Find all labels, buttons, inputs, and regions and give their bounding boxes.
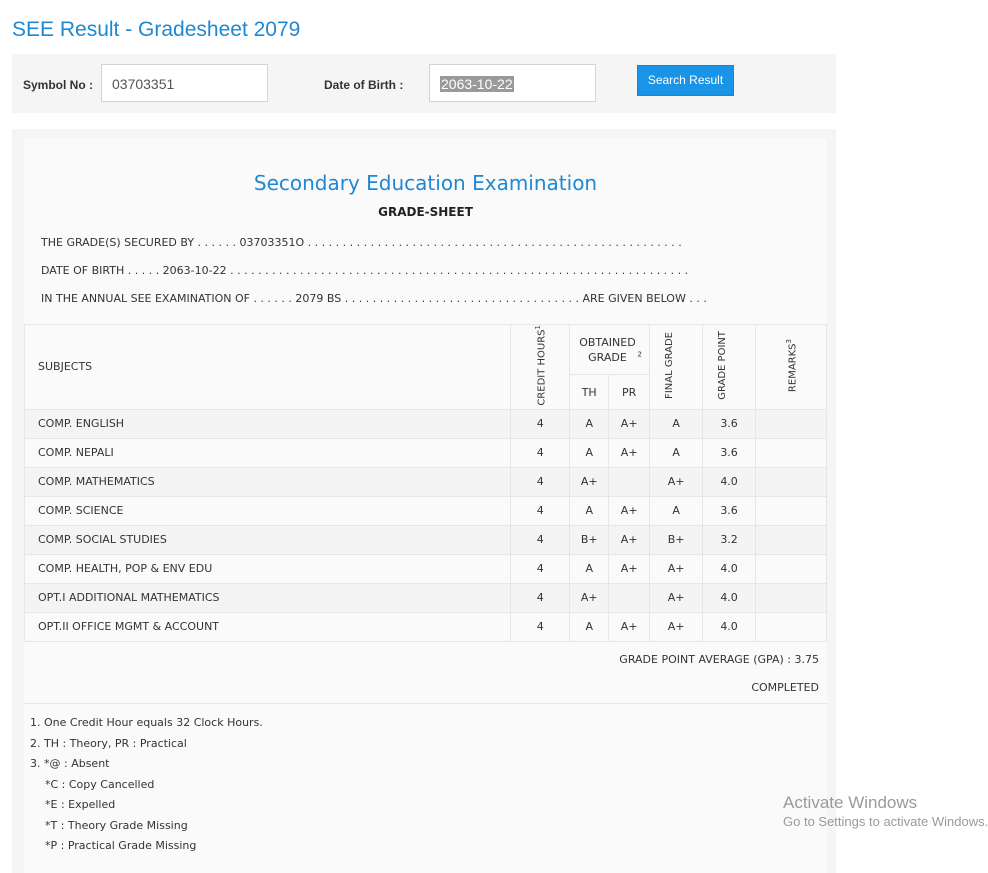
- credit-cell: 4: [511, 467, 570, 496]
- remarks-cell: [756, 554, 827, 583]
- divider: [24, 703, 827, 704]
- th-grade-cell: A+: [570, 583, 609, 612]
- pr-grade-cell: A+: [609, 496, 650, 525]
- date-of-birth-line: DATE OF BIRTH . . . . . 2063-10-22 . . . . . . . . . . . . . . . . . . . . . . . . . . . . . . . . . . . . . . . . . . . . . . . . . . . . . . . . . . . . . . . . . .: [41, 264, 689, 277]
- remarks-cell: [756, 496, 827, 525]
- footnote: *T : Theory Grade Missing: [45, 818, 188, 832]
- remarks-cell: [756, 467, 827, 496]
- subject-cell: COMP. ENGLISH: [25, 409, 511, 438]
- pr-grade-cell: A+: [609, 554, 650, 583]
- gradesheet: [24, 138, 827, 873]
- pr-grade-cell: [609, 467, 650, 496]
- footnote: *C : Copy Cancelled: [45, 777, 155, 791]
- activate-windows-watermark: [783, 793, 988, 831]
- table-row: [25, 525, 827, 554]
- final-grade-cell: B+: [650, 525, 703, 554]
- th-header: TH: [570, 375, 609, 409]
- pr-grade-cell: A+: [609, 525, 650, 554]
- table-row: [25, 583, 827, 612]
- grade-point-cell: 3.2: [703, 525, 756, 554]
- symbol-no-label: Symbol No :: [23, 78, 94, 92]
- subject-cell: COMP. SCIENCE: [25, 496, 511, 525]
- footnote: 3. *@ : Absent: [30, 757, 110, 770]
- grade-point-cell: 3.6: [703, 409, 756, 438]
- final-grade-cell: A: [650, 438, 703, 467]
- page-title: SEE Result - Gradesheet 2079: [12, 18, 301, 41]
- date-of-birth-label: Date of Birth :: [324, 78, 404, 92]
- symbol-no-input[interactable]: 03703351: [101, 64, 268, 102]
- result-status: COMPLETED: [751, 681, 819, 694]
- remarks-cell: [756, 438, 827, 467]
- gpa-summary: GRADE POINT AVERAGE (GPA) : 3.75: [619, 653, 819, 666]
- exam-line: IN THE ANNUAL SEE EXAMINATION OF . . . . . . 2079 BS . . . . . . . . . . . . . . . . . . . . . . . . . . . . . . . . . . ARE GIVEN BELOW . . .: [41, 292, 707, 305]
- table-row: [25, 467, 827, 496]
- grade-point-cell: 4.0: [703, 612, 756, 641]
- final-grade-cell: A: [650, 409, 703, 438]
- table-row: [25, 496, 827, 525]
- credit-cell: 4: [511, 438, 570, 467]
- subject-cell: COMP. NEPALI: [25, 438, 511, 467]
- subject-cell: OPT.II OFFICE MGMT & ACCOUNT: [25, 612, 511, 641]
- search-form: [12, 54, 836, 113]
- credit-hours-header: CREDIT HOURS$^1$: [511, 325, 570, 410]
- final-grade-cell: A+: [650, 583, 703, 612]
- gradesheet-container: [12, 129, 836, 873]
- pr-grade-cell: [609, 583, 650, 612]
- pr-header: PR: [609, 375, 650, 409]
- grade-point-cell: 4.0: [703, 554, 756, 583]
- pr-grade-cell: A+: [609, 438, 650, 467]
- exam-title: Secondary Education Examination: [253, 171, 598, 195]
- credit-cell: 4: [511, 583, 570, 612]
- gradesheet-title: GRADE-SHEET: [378, 205, 473, 219]
- table-row: [25, 612, 827, 641]
- grade-point-cell: 3.6: [703, 438, 756, 467]
- final-grade-header: FINAL GRADE: [650, 325, 703, 410]
- credit-cell: 4: [511, 409, 570, 438]
- obtained-grade-header: OBTAINED GRADE $^2$: [570, 325, 650, 375]
- th-grade-cell: B+: [570, 525, 609, 554]
- footnote: 1. One Credit Hour equals 32 Clock Hours.: [30, 716, 263, 729]
- grade-point-header: GRADE POINT: [703, 325, 756, 410]
- footnote: *P : Practical Grade Missing: [45, 839, 197, 852]
- credit-cell: 4: [511, 525, 570, 554]
- subject-cell: COMP. MATHEMATICS: [25, 467, 511, 496]
- th-grade-cell: A: [570, 496, 609, 525]
- th-grade-cell: A: [570, 409, 609, 438]
- final-grade-cell: A: [650, 496, 703, 525]
- final-grade-cell: A+: [650, 612, 703, 641]
- date-of-birth-input[interactable]: [429, 64, 596, 102]
- grades-table: [24, 324, 827, 642]
- table-row: [25, 554, 827, 583]
- grade-point-cell: 3.6: [703, 496, 756, 525]
- date-of-birth-value: 2063-10-22: [441, 76, 513, 92]
- remarks-cell: [756, 612, 827, 641]
- final-grade-cell: A+: [650, 467, 703, 496]
- footnote: 2. TH : Theory, PR : Practical: [30, 736, 187, 750]
- search-result-button[interactable]: Search Result: [637, 65, 734, 96]
- final-grade-cell: A+: [650, 554, 703, 583]
- th-grade-cell: A: [570, 612, 609, 641]
- pr-grade-cell: A+: [609, 409, 650, 438]
- credit-cell: 4: [511, 496, 570, 525]
- remarks-cell: [756, 409, 827, 438]
- subject-cell: OPT.I ADDITIONAL MATHEMATICS: [25, 583, 511, 612]
- credit-cell: 4: [511, 554, 570, 583]
- secured-by-line: THE GRADE(S) SECURED BY . . . . . . 03703351O . . . . . . . . . . . . . . . . . . . . . . . . . . . . . . . . . . . . . . . . . . . . . . . . . . . . . .: [41, 236, 682, 249]
- footnote: *E : Expelled: [45, 798, 116, 811]
- grade-point-cell: 4.0: [703, 583, 756, 612]
- subject-cell: COMP. SOCIAL STUDIES: [25, 525, 511, 554]
- th-grade-cell: A: [570, 554, 609, 583]
- table-row: [25, 438, 827, 467]
- th-grade-cell: A: [570, 438, 609, 467]
- grade-point-cell: 4.0: [703, 467, 756, 496]
- subject-cell: COMP. HEALTH, POP & ENV EDU: [25, 554, 511, 583]
- subjects-header: SUBJECTS: [25, 325, 511, 410]
- watermark-title: Activate Windows: [783, 793, 918, 812]
- remarks-cell: [756, 583, 827, 612]
- th-grade-cell: A+: [570, 467, 609, 496]
- table-row: [25, 409, 827, 438]
- footnotes: [30, 713, 263, 857]
- remarks-header: REMARKS$^3$: [756, 325, 827, 410]
- credit-cell: 4: [511, 612, 570, 641]
- remarks-cell: [756, 525, 827, 554]
- watermark-subtitle: Go to Settings to activate Windows.: [783, 814, 988, 829]
- pr-grade-cell: A+: [609, 612, 650, 641]
